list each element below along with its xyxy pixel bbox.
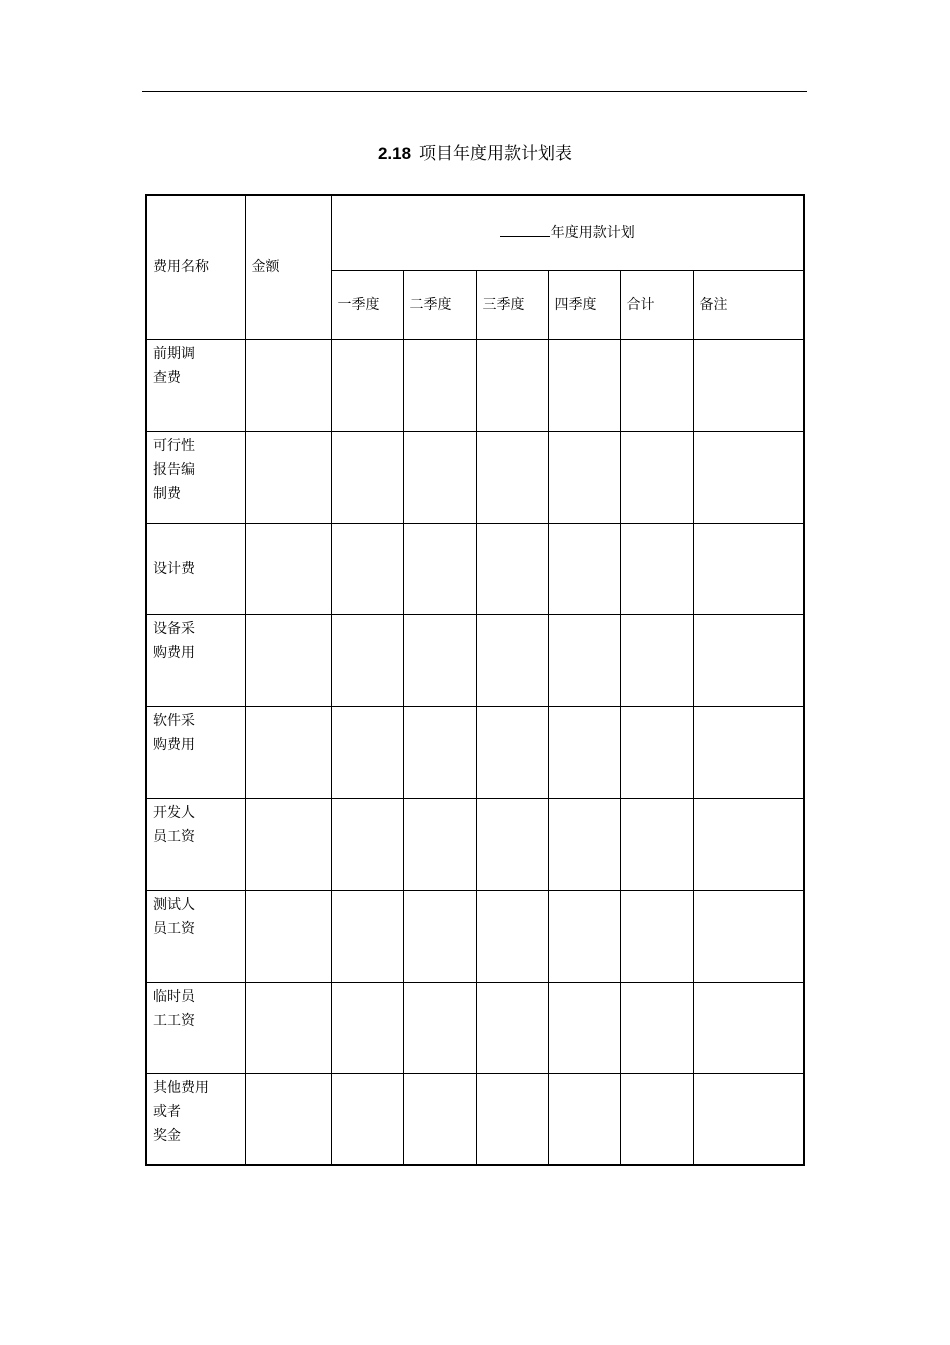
remarks-cell[interactable]: [693, 982, 804, 1073]
remarks-cell[interactable]: [693, 890, 804, 982]
q2-cell[interactable]: [403, 431, 476, 523]
total-cell[interactable]: [620, 1073, 693, 1165]
q3-cell[interactable]: [476, 339, 548, 431]
q3-cell[interactable]: [476, 523, 548, 614]
header-annual-plan-label: 年度用款计划: [550, 224, 635, 241]
q4-cell[interactable]: [548, 614, 620, 706]
total-cell[interactable]: [620, 614, 693, 706]
header-q4: 四季度: [548, 270, 620, 339]
header-rule: [142, 91, 807, 92]
q2-cell[interactable]: [403, 798, 476, 890]
amount-cell[interactable]: [245, 890, 331, 982]
total-cell[interactable]: [620, 982, 693, 1073]
q2-cell[interactable]: [403, 890, 476, 982]
title-text: 项目年度用款计划表: [419, 144, 573, 164]
q4-cell[interactable]: [548, 523, 620, 614]
q3-cell[interactable]: [476, 982, 548, 1073]
amount-cell[interactable]: [245, 1073, 331, 1165]
table-row: [146, 982, 804, 1073]
annual-budget-plan-table: [145, 194, 805, 1166]
year-blank-field[interactable]: [500, 222, 550, 237]
q1-cell[interactable]: [331, 431, 403, 523]
q1-cell[interactable]: [331, 339, 403, 431]
q3-cell[interactable]: [476, 614, 548, 706]
q2-cell[interactable]: [403, 982, 476, 1073]
amount-cell[interactable]: [245, 982, 331, 1073]
header-total: 合计: [620, 270, 693, 339]
q4-cell[interactable]: [548, 339, 620, 431]
row-label-developer-salary: 开发人 员工资: [146, 798, 245, 890]
table-row: [146, 890, 804, 982]
total-cell[interactable]: [620, 798, 693, 890]
header-expense-name: 费用名称: [146, 195, 245, 339]
total-cell[interactable]: [620, 431, 693, 523]
table-row: [146, 339, 804, 431]
remarks-cell[interactable]: [693, 798, 804, 890]
q2-cell[interactable]: [403, 706, 476, 798]
q1-cell[interactable]: [331, 798, 403, 890]
row-label-design: 设计费: [146, 523, 245, 614]
header-amount: 金额: [245, 195, 331, 339]
table-row: [146, 523, 804, 614]
remarks-cell[interactable]: [693, 706, 804, 798]
table-row: [146, 1073, 804, 1165]
q4-cell[interactable]: [548, 798, 620, 890]
amount-cell[interactable]: [245, 523, 331, 614]
table-row: [146, 431, 804, 523]
header-row-top: [146, 195, 804, 270]
q1-cell[interactable]: [331, 890, 403, 982]
row-label-other-bonus: 其他费用 或者 奖金: [146, 1073, 245, 1165]
header-annual-plan: [331, 195, 804, 270]
row-label-software: 软件采 购费用: [146, 706, 245, 798]
remarks-cell[interactable]: [693, 431, 804, 523]
document-title: [0, 143, 950, 165]
remarks-cell[interactable]: [693, 1073, 804, 1165]
q1-cell[interactable]: [331, 523, 403, 614]
q1-cell[interactable]: [331, 706, 403, 798]
remarks-cell[interactable]: [693, 339, 804, 431]
row-label-survey: 前期调 查费: [146, 339, 245, 431]
table-row: [146, 614, 804, 706]
table-row: [146, 706, 804, 798]
q4-cell[interactable]: [548, 431, 620, 523]
q2-cell[interactable]: [403, 614, 476, 706]
total-cell[interactable]: [620, 706, 693, 798]
q4-cell[interactable]: [548, 890, 620, 982]
row-label-tester-salary: 测试人 员工资: [146, 890, 245, 982]
q2-cell[interactable]: [403, 523, 476, 614]
q1-cell[interactable]: [331, 982, 403, 1073]
q4-cell[interactable]: [548, 1073, 620, 1165]
total-cell[interactable]: [620, 523, 693, 614]
q3-cell[interactable]: [476, 706, 548, 798]
amount-cell[interactable]: [245, 798, 331, 890]
q3-cell[interactable]: [476, 431, 548, 523]
header-remarks: 备注: [693, 270, 804, 339]
header-q1: 一季度: [331, 270, 403, 339]
header-q3: 三季度: [476, 270, 548, 339]
q3-cell[interactable]: [476, 798, 548, 890]
total-cell[interactable]: [620, 339, 693, 431]
remarks-cell[interactable]: [693, 614, 804, 706]
q1-cell[interactable]: [331, 1073, 403, 1165]
q3-cell[interactable]: [476, 890, 548, 982]
q4-cell[interactable]: [548, 706, 620, 798]
remarks-cell[interactable]: [693, 523, 804, 614]
header-q2: 二季度: [403, 270, 476, 339]
total-cell[interactable]: [620, 890, 693, 982]
table-row: [146, 798, 804, 890]
row-label-equipment: 设备采 购费用: [146, 614, 245, 706]
q2-cell[interactable]: [403, 1073, 476, 1165]
title-number: 2.18: [377, 144, 412, 163]
q3-cell[interactable]: [476, 1073, 548, 1165]
amount-cell[interactable]: [245, 431, 331, 523]
q1-cell[interactable]: [331, 614, 403, 706]
amount-cell[interactable]: [245, 339, 331, 431]
q4-cell[interactable]: [548, 982, 620, 1073]
row-label-temp-salary: 临时员 工工资: [146, 982, 245, 1073]
amount-cell[interactable]: [245, 706, 331, 798]
amount-cell[interactable]: [245, 614, 331, 706]
q2-cell[interactable]: [403, 339, 476, 431]
row-label-feasibility: 可行性 报告编 制费: [146, 431, 245, 523]
